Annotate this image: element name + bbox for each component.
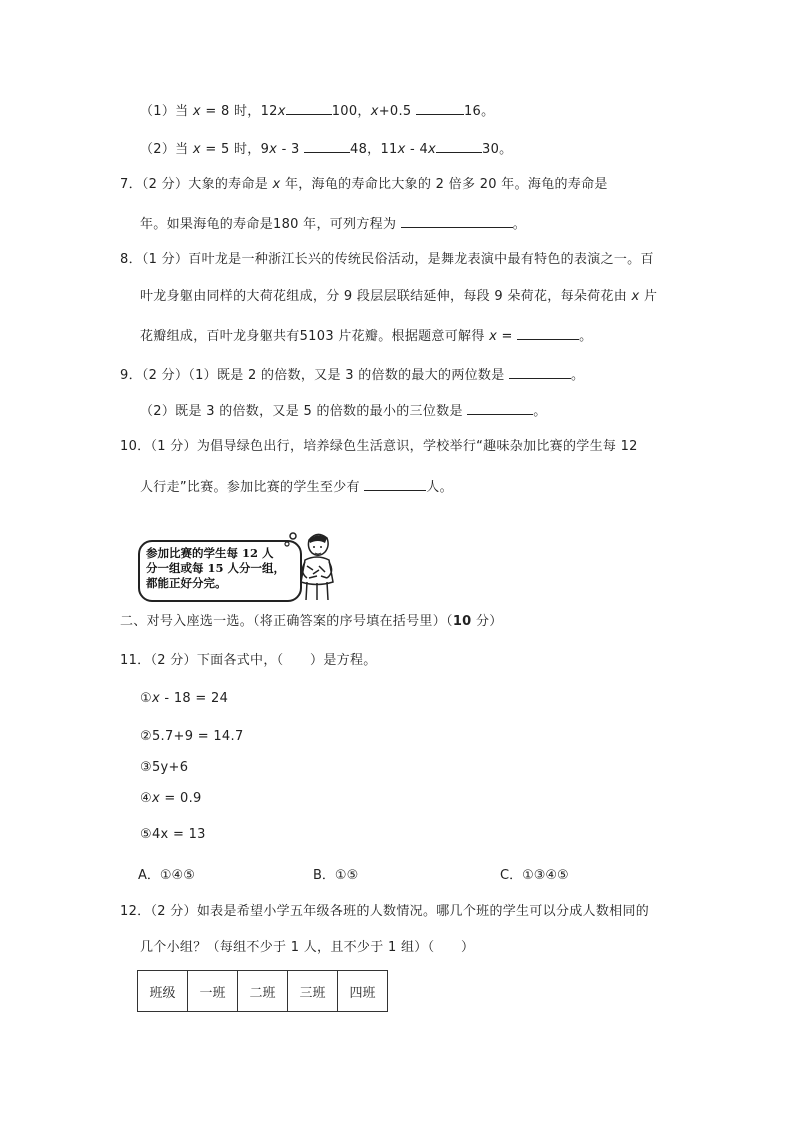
q11-item-5: ⑤4x = 13 bbox=[140, 827, 206, 842]
q11-option-a[interactable]: A．①④⑤ bbox=[138, 868, 195, 883]
table-header-cell: 二班 bbox=[238, 971, 288, 1012]
q11-item-1: ①x - 18 = 24 bbox=[140, 691, 229, 706]
q6-part1-blank-2[interactable] bbox=[416, 100, 464, 115]
q6-part1-blank-1[interactable] bbox=[286, 100, 332, 115]
q6-part2-blank-2[interactable] bbox=[436, 138, 482, 153]
q6-part2-blank-1[interactable] bbox=[304, 138, 350, 153]
q11-item-2: ②5.7+9 = 14.7 bbox=[140, 729, 244, 744]
speech-bubble-text: 参加比赛的学生每 12 人 分一组或每 15 人分一组， 都能正好分完。 bbox=[146, 546, 286, 590]
section2-title: 二、对号入座选一选。（将正确答案的序号填在括号里）（10 分） bbox=[120, 614, 503, 629]
q11-option-c[interactable]: C．①③④⑤ bbox=[500, 868, 569, 883]
table-header-cell: 三班 bbox=[288, 971, 338, 1012]
q9-line2: （2）既是 3 的倍数，又是 5 的倍数的最小的三位数是 。 bbox=[140, 400, 547, 421]
q7-line1: 7．（2 分）大象的寿命是 x 年，海龟的寿命比大象的 2 倍多 20 年。海龟的寿命是 bbox=[120, 177, 608, 192]
q12-line2: 几个小组？（每组不少于 1 人，且不少于 1 组）（ ） bbox=[140, 940, 475, 955]
q8-line1: 8．（1 分）百叶龙是一种浙江长兴的传统民俗活动，是舞龙表演中最有特色的表演之一。百 bbox=[120, 252, 654, 267]
q6-part2: （2）当 x = 5 时，9x - 3 48，11x - 4x 30。 bbox=[140, 138, 512, 159]
q7-line2: 年。如果海龟的寿命是180 年，可列方程为 。 bbox=[140, 213, 526, 234]
q8-blank[interactable] bbox=[517, 325, 579, 340]
table-header-cell: 四班 bbox=[338, 971, 388, 1012]
table-header-cell: 班级 bbox=[138, 971, 188, 1012]
table-row bbox=[138, 971, 388, 1012]
q11-item-3: ③5y+6 bbox=[140, 760, 189, 775]
q12-line1: 12．（2 分）如表是希望小学五年级各班的人数情况。哪几个班的学生可以分成人数相同的 bbox=[120, 904, 650, 919]
q9-blank-1[interactable] bbox=[509, 364, 571, 379]
q9-line1: 9．（2 分）（1）既是 2 的倍数，又是 3 的倍数的最大的两位数是 。 bbox=[120, 364, 584, 385]
q10-line1: 10．（1 分）为倡导绿色出行，培养绿色生活意识，学校举行“趣味杂加比赛的学生每 12 bbox=[120, 439, 638, 454]
q11-stem: 11．（2 分）下面各式中，（ ）是方程。 bbox=[120, 653, 377, 668]
q7-blank[interactable] bbox=[401, 213, 513, 228]
student-illustration bbox=[283, 526, 343, 602]
q10-line2: 人行走”比赛。参加比赛的学生至少有 人。 bbox=[140, 476, 453, 497]
q11-option-b[interactable]: B．①⑤ bbox=[313, 868, 359, 883]
q11-item-4: ④x = 0.9 bbox=[140, 791, 202, 806]
q6-part1: （1）当 x = 8 时，12x 100，x+0.5 16。 bbox=[140, 100, 494, 121]
q8-line3: 花瓣组成，百叶龙身躯共有5103 片花瓣。根据题意可解得 x = 。 bbox=[140, 325, 592, 346]
table-header-cell: 一班 bbox=[188, 971, 238, 1012]
q8-line2: 叶龙身躯由同样的大荷花组成，分 9 段层层联结延伸，每段 9 朵荷花，每朵荷花由 x 片 bbox=[140, 289, 658, 304]
class-size-table bbox=[137, 970, 388, 1012]
q9-blank-2[interactable] bbox=[467, 400, 533, 415]
q10-blank[interactable] bbox=[364, 476, 426, 491]
